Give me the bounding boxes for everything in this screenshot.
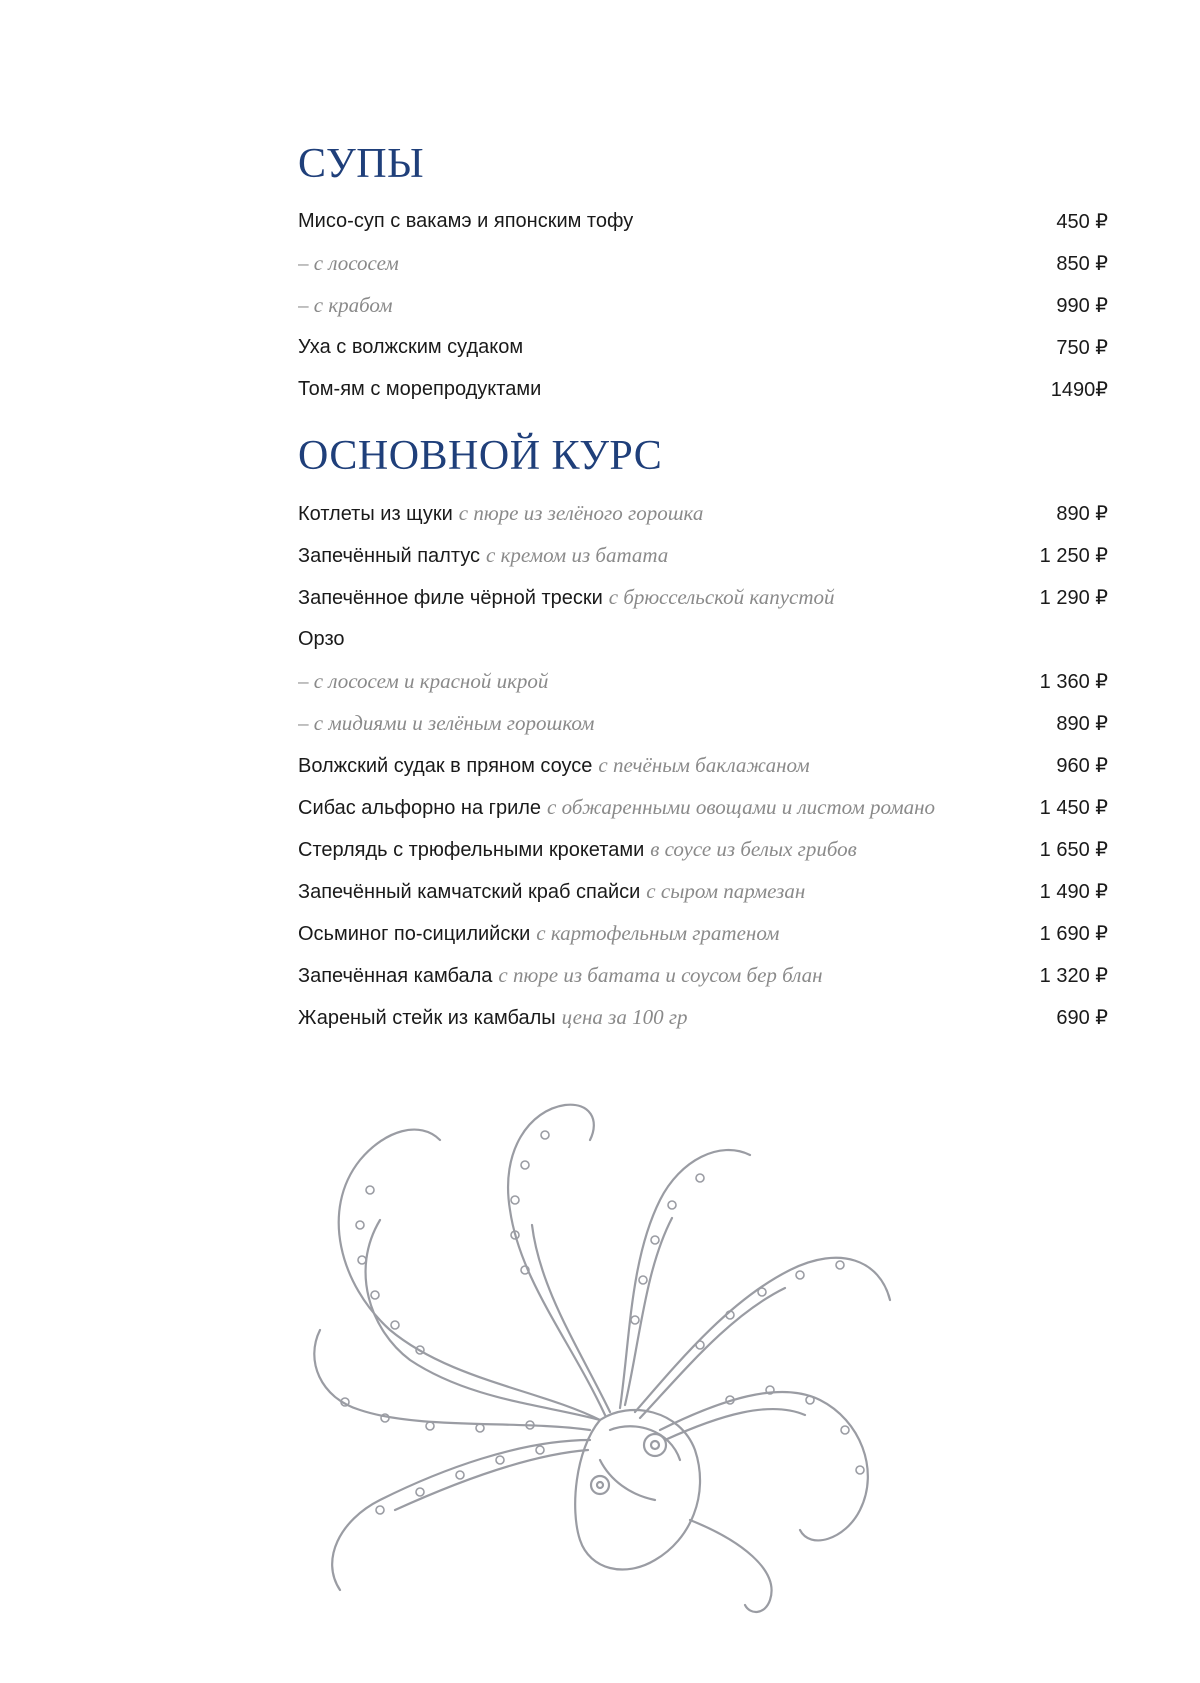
item-price: 1 320 ₽ [1039,964,1108,987]
main-course-list [298,492,1108,1038]
item-variant: – с мидиями и зелёным горошком [298,710,595,735]
item-price: 1 490 ₽ [1039,880,1108,903]
menu-item [298,618,1108,660]
item-name: Волжский судак в пряном соусе [298,754,593,777]
item-price: 1 450 ₽ [1039,796,1108,819]
item-price: 1490₽ [1050,378,1108,401]
item-price: 750 ₽ [1056,336,1108,359]
menu-item-variant [298,660,1108,702]
menu-item-variant [298,702,1108,744]
octopus-tentacle [339,1130,600,1420]
soups-list [298,200,1108,410]
menu-item [298,996,1108,1038]
octopus-tentacle [314,1330,590,1430]
menu-item-variant [298,242,1108,284]
item-variant: – с лососем [298,250,399,275]
octopus-eye [591,1476,609,1494]
section-title-main-course: ОСНОВНОЙ КУРС [298,433,663,479]
item-name: Запечённая камбала [298,964,493,987]
item-price: 890 ₽ [1056,712,1108,735]
item-price: 450 ₽ [1056,210,1108,233]
item-price: 850 ₽ [1056,252,1108,275]
item-description: с печёным баклажаном [598,752,810,777]
item-description: с сыром пармезан [646,878,806,903]
item-variant: – с лососем и красной икрой [298,668,549,693]
item-price: 690 ₽ [1056,1006,1108,1029]
item-price: 1 650 ₽ [1039,838,1108,861]
menu-item [298,368,1108,410]
item-name: Запечённое филе чёрной трески [298,586,603,609]
item-description: с пюре из батата и соусом бер блан [498,962,823,987]
item-name: Запечённый палтус [298,544,481,567]
item-name: Котлеты из щуки [298,502,453,525]
item-description: с пюре из зелёного горошка [458,500,704,525]
octopus-illustration [300,1100,900,1620]
item-description: с кремом из батата [486,542,669,567]
item-description: с брюссельской капустой [608,584,835,609]
menu-item [298,576,1108,618]
item-description: цена за 100 гр [561,1004,688,1029]
menu-item [298,786,1108,828]
menu-item [298,534,1108,576]
item-price: 1 250 ₽ [1039,544,1108,567]
octopus-tentacle [332,1440,590,1590]
menu-item [298,954,1108,996]
menu-item [298,828,1108,870]
item-name: Стерлядь с трюфельными крокетами [298,838,645,861]
item-price: 1 360 ₽ [1039,670,1108,693]
menu-item [298,326,1108,368]
item-name: Том-ям с морепродуктами [298,377,542,400]
menu-item-variant [298,284,1108,326]
item-name: Орзо [298,627,345,650]
item-price: 1 290 ₽ [1039,586,1108,609]
octopus-tentacle [690,1520,772,1612]
item-name: Осьминог по-сицилийски [298,922,531,945]
octopus-tentacle [635,1258,890,1412]
menu-item [298,744,1108,786]
item-price: 1 690 ₽ [1039,922,1108,945]
item-variant: – с крабом [298,292,393,317]
octopus-tentacle [508,1105,605,1415]
item-name: Мисо-суп с вакамэ и японским тофу [298,209,634,232]
item-price: 990 ₽ [1056,294,1108,317]
octopus-eye [644,1434,666,1456]
menu-item [298,492,1108,534]
item-price: 960 ₽ [1056,754,1108,777]
item-name: Запечённый камчатский краб спайси [298,880,641,903]
item-name: Уха с волжским судаком [298,335,524,358]
item-description: с обжаренными овощами и листом романо [547,794,936,819]
section-title-soups: СУПЫ [298,141,425,187]
menu-item [298,870,1108,912]
item-name: Жареный стейк из камбалы [298,1006,556,1029]
item-description: в соусе из белых грибов [650,836,857,861]
item-description: с картофельным гратеном [536,920,780,945]
item-price: 890 ₽ [1056,502,1108,525]
item-name: Сибас альфорно на гриле [298,796,542,819]
menu-item [298,200,1108,242]
menu-item [298,912,1108,954]
